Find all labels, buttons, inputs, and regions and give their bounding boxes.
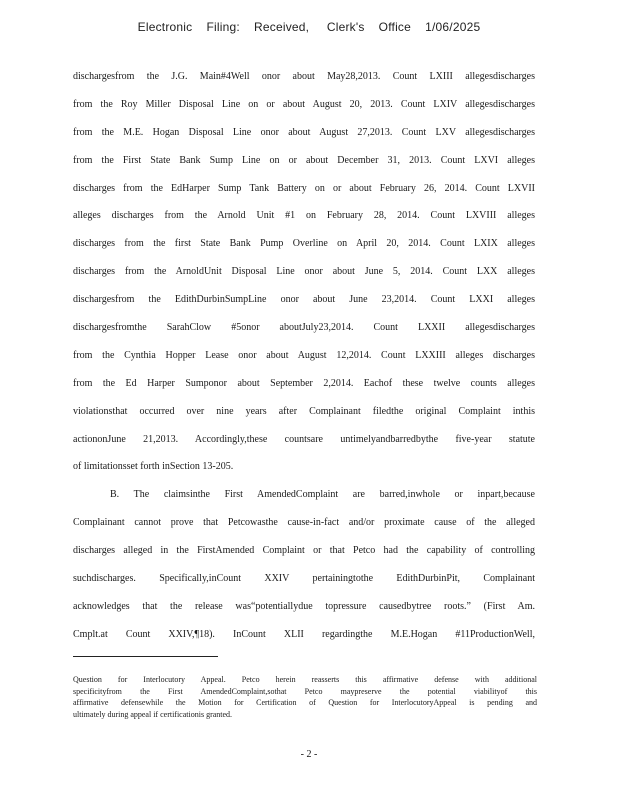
footnote-line: ultimately during appeal if certificationis granted. — [73, 709, 233, 719]
body-line: discharges from the first State Bank Pump Overline on April 20, 2014. Count LXIX alleges — [73, 238, 535, 250]
body-line: from the Ed Harper Sumponor about September 2,2014. Eachof these twelve counts alleges — [73, 377, 535, 389]
footnote-separator — [73, 656, 218, 657]
body-line: discharges from the ArnoldUnit Disposal Line onor about June 5, 2014. Count LXX alleges — [73, 266, 535, 278]
body-line: of limitationsset forth inSection 13-205. — [73, 461, 234, 473]
body-line: discharges alleged in the FirstAmended Complaint or that Petco had the capability of controlling — [73, 545, 535, 557]
filing-stamp-text: Electronic Filing: Received, Clerk's Office 1/06/2025 — [137, 20, 481, 34]
page-number: - 2 - — [300, 749, 318, 760]
footnote — [73, 674, 537, 720]
body-line: suchdischarges. Specifically,inCount XXIV pertainingtothe EdithDurbinPit, Complainant — [73, 573, 535, 585]
filing-stamp-header — [0, 20, 618, 34]
document-body — [73, 63, 535, 649]
section-heading-line: B. The claimsinthe First AmendedComplaint are barred,inwhole or inpart,because — [110, 489, 535, 501]
body-line: acknowledges that the release was“potentiallydue topressure causedbytree roots.” (First Am. — [73, 600, 535, 612]
body-line: actiononJune 21,2013. Accordingly,these countsare untimelyandbarredbythe five-year statute — [73, 433, 535, 445]
body-line: from the M.E. Hogan Disposal Line onor about August 27,2013. Count LXV allegesdischarges — [73, 126, 535, 138]
footnote-line: affirmative defensewhile the Motion for Certification of Question for InterlocutoryAppeal is pending and — [73, 698, 537, 707]
body-line: dischargesfrom the EdithDurbinSumpLine onor about June 23,2014. Count LXXI alleges — [73, 294, 535, 306]
footnote-line: Question for Interlocutory Appeal. Petco herein reasserts this affirmative defense with additional — [73, 675, 537, 684]
body-line: from the First State Bank Sump Line on or about December 31, 2013. Count LXVI alleges — [73, 154, 535, 166]
body-line: violationsthat occurred over nine years after Complainant filedthe original Complaint inthis — [73, 405, 535, 417]
footnote-line: specificityfrom the First AmendedComplaint,sothat Petco maypreserve the potential viabilityof this — [73, 686, 537, 696]
body-line: from the Roy Miller Disposal Line on or about August 20, 2013. Count LXIV allegesdischarges — [73, 98, 535, 110]
body-line: discharges from the EdHarper Sump Tank Battery on or about February 26, 2014. Count LXVII — [73, 182, 535, 194]
body-line: dischargesfrom the J.G. Main#4Well onor about May28,2013. Count LXIII allegesdischarges — [73, 71, 535, 82]
body-line: Complainant cannot prove that Petcowasthe cause-in-fact and/or proximate cause of the alleged — [73, 517, 535, 529]
body-line: alleges discharges from the Arnold Unit #1 on February 28, 2014. Count LXVIII alleges — [73, 210, 535, 222]
body-line: from the Cynthia Hopper Lease onor about August 12,2014. Count LXXIII alleges discharges — [73, 349, 535, 361]
body-line: dischargesfromthe SarahClow #5onor aboutJuly23,2014. Count LXXII allegesdischarges — [73, 322, 535, 334]
body-line: Cmplt.at Count XXIV,¶18). InCount XLII regardingthe M.E.Hogan #11ProductionWell, — [73, 628, 535, 640]
